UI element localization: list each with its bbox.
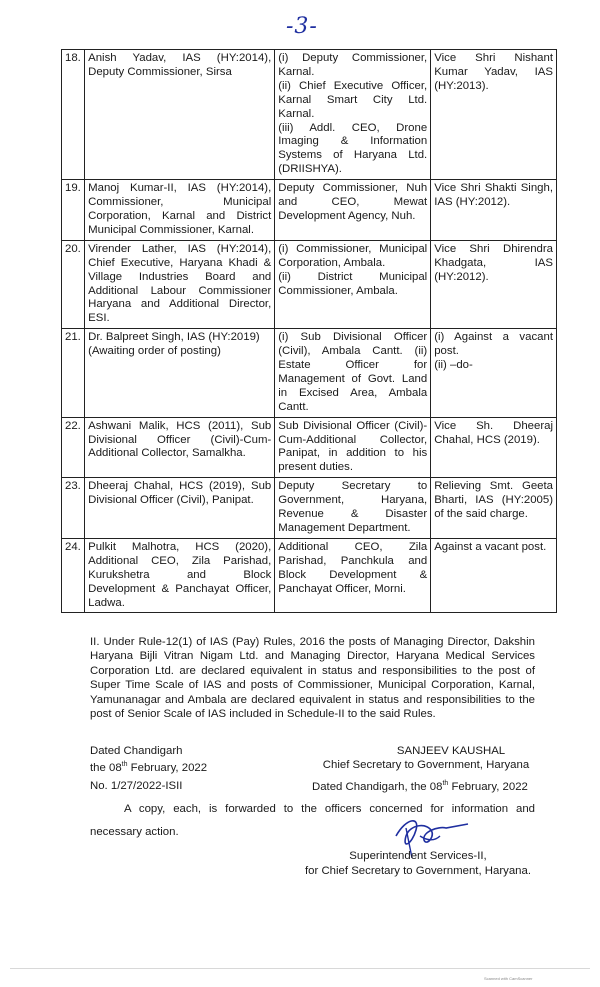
posted-to-cell-line: Deputy Commissioner, Nuh and CEO, Mewat Development Agency, Nuh.	[278, 182, 428, 222]
officer-cell	[85, 50, 275, 180]
officer-cell	[85, 538, 275, 613]
posted-to-cell-line: (i) Deputy Commissioner, Karnal.	[278, 52, 428, 78]
officer-cell	[85, 240, 275, 328]
posted-to-cell-line: (i) Commissioner, Municipal Corporation, Ambala.	[278, 242, 428, 269]
dated-block-left	[90, 744, 207, 776]
officer-cell	[85, 180, 275, 241]
signature-designation	[298, 849, 538, 879]
posted-to-cell-line: (ii) Chief Executive Officer, Karnal Smart City Ltd. Karnal.	[278, 79, 428, 120]
table-row	[62, 329, 557, 417]
officer-cell-line: Dheeraj Chahal, HCS (2019), Sub Divisional Officer (Civil), Panipat.	[88, 480, 272, 507]
serial-number-cell: 19.	[62, 180, 85, 241]
transfer-table-body	[62, 50, 557, 613]
posted-to-cell	[275, 538, 431, 613]
vice-cell	[431, 417, 557, 478]
officer-cell-line: (Awaiting order of posting)	[88, 345, 221, 358]
signer-block	[311, 744, 541, 773]
vice-cell	[431, 240, 557, 328]
officer-cell-line: Dr. Balpreet Singh, IAS (HY:2019)	[88, 331, 260, 344]
table-row	[62, 417, 557, 478]
posted-to-cell-line: (ii) District Municipal Commissioner, Ambala.	[278, 270, 428, 297]
serial-number-cell: 18.	[62, 50, 85, 180]
dated-block-right: Dated Chandigarh, the 08th February, 2022	[312, 780, 528, 793]
posted-to-cell-line: Sub Divisional Officer (Civil)-Cum-Additional Collector, Panipat, in addition to his present duties.	[278, 419, 428, 474]
officer-cell-line: Manoj Kumar-II, IAS (HY:2014), Commissioner, Municipal Corporation, Karnal and District Municipal Commissioner, Karnal.	[88, 182, 272, 236]
posted-to-cell	[275, 50, 431, 180]
vice-cell-line: (ii) –do-	[434, 359, 473, 372]
posted-to-cell	[275, 240, 431, 328]
officer-cell-line: Virender Lather, IAS (HY:2014), Chief Executive, Haryana Khadi & Village Industries Board and Additional Labour Commissioner Haryana and Additional Director, ESI.	[88, 242, 272, 325]
posted-to-cell	[275, 417, 431, 478]
rule-paragraph: II. Under Rule-12(1) of IAS (Pay) Rules, 2016 the posts of Managing Director, Dakshin Haryana Bijli Vitran Nigam Ltd. and Managing Director, Haryana Medical Services Corporation Ltd. are declared equivalent in status and responsibilities to the post of Super Time Scale of IAS and posts of Commissioner, Municipal Corporation, Karnal, Yamunanagar and Ambala are declared equivalent in status and responsibilities to the post of Senior Scale of IAS included in Schedule-II to the said Rules.	[90, 636, 535, 721]
dated-date: the 08th February, 2022	[90, 761, 208, 775]
vice-cell	[431, 180, 557, 241]
posted-to-cell	[275, 329, 431, 417]
vice-cell-line: Vice Shri Dhirendra Khadgata, IAS (HY:2012).	[434, 242, 553, 283]
posted-to-cell-line: (iii) Addl. CEO, Drone Imaging & Information Systems of Haryana Ltd. (DRIISHYA).	[278, 121, 428, 176]
signer-title: Chief Secretary to Government, Haryana	[322, 759, 530, 772]
vice-cell	[431, 50, 557, 180]
copy-forward-text: A copy, each, is forwarded to the officers concerned for information and necessary action.	[90, 803, 535, 838]
signature-line-2: for Chief Secretary to Government, Haryana.	[304, 865, 531, 877]
signer-name: SANJEEV KAUSHAL	[396, 745, 506, 757]
posted-to-cell-line: Deputy Secretary to Government, Haryana, Revenue & Disaster Management Department.	[278, 480, 428, 534]
vice-cell-line: Relieving Smt. Geeta Bharti, IAS (HY:2005) of the said charge.	[434, 480, 553, 521]
vice-cell-line: (i) Against a vacant post.	[434, 331, 553, 358]
serial-number-cell: 20.	[62, 240, 85, 328]
scanner-watermark: Scanned with CamScanner	[484, 976, 533, 981]
posted-to-cell-line: (i) Sub Divisional Officer (Civil), Ambala Cantt. (ii) Estate Officer for Management of Govt. Land in Excised Area, Ambala Cantt.	[278, 331, 428, 413]
vice-cell-line: Vice Shri Nishant Kumar Yadav, IAS (HY:2013).	[434, 52, 553, 92]
vice-cell	[431, 478, 557, 539]
dated-place: Dated Chandigarh	[90, 745, 183, 757]
officer-cell-line: Anish Yadav, IAS (HY:2014), Deputy Commissioner, Sirsa	[88, 52, 272, 78]
table-row	[62, 240, 557, 328]
officer-cell	[85, 417, 275, 478]
transfer-table	[61, 49, 557, 613]
serial-number-cell: 23.	[62, 478, 85, 539]
vice-cell-line: Vice Shri Shakti Singh, IAS (HY:2012).	[434, 182, 553, 209]
footer-rule	[10, 968, 590, 969]
officer-cell-line: Ashwani Malik, HCS (2011), Sub Divisional Officer (Civil)-Cum-Additional Collector, Samalkha.	[88, 419, 272, 460]
serial-number-cell: 24.	[62, 538, 85, 613]
table-row	[62, 478, 557, 539]
posted-to-cell	[275, 180, 431, 241]
vice-cell	[431, 329, 557, 417]
vice-cell-line: Against a vacant post.	[434, 540, 547, 553]
officer-cell-line: Pulkit Malhotra, HCS (2020), Additional CEO, Zila Parishad, Kurukshetra and Block Development & Panchayat Officer, Ladwa.	[88, 540, 272, 609]
signature-line-1: Superintendent Services-II,	[349, 850, 487, 862]
table-row	[62, 50, 557, 180]
serial-number-cell: 22.	[62, 417, 85, 478]
serial-number-cell: 21.	[62, 329, 85, 417]
vice-cell	[431, 538, 557, 613]
page-number: -3-	[286, 14, 318, 39]
officer-cell	[85, 329, 275, 417]
posted-to-cell-line: Additional CEO, Zila Parishad, Panchkula and Block Development & Panchayat Officer, Morni.	[278, 540, 428, 595]
order-number: No. 1/27/2022-ISII	[90, 780, 183, 792]
table-row	[62, 538, 557, 613]
posted-to-cell	[275, 478, 431, 539]
table-row	[62, 180, 557, 241]
officer-cell	[85, 478, 275, 539]
vice-cell-line: Vice Sh. Dheeraj Chahal, HCS (2019).	[434, 419, 553, 446]
